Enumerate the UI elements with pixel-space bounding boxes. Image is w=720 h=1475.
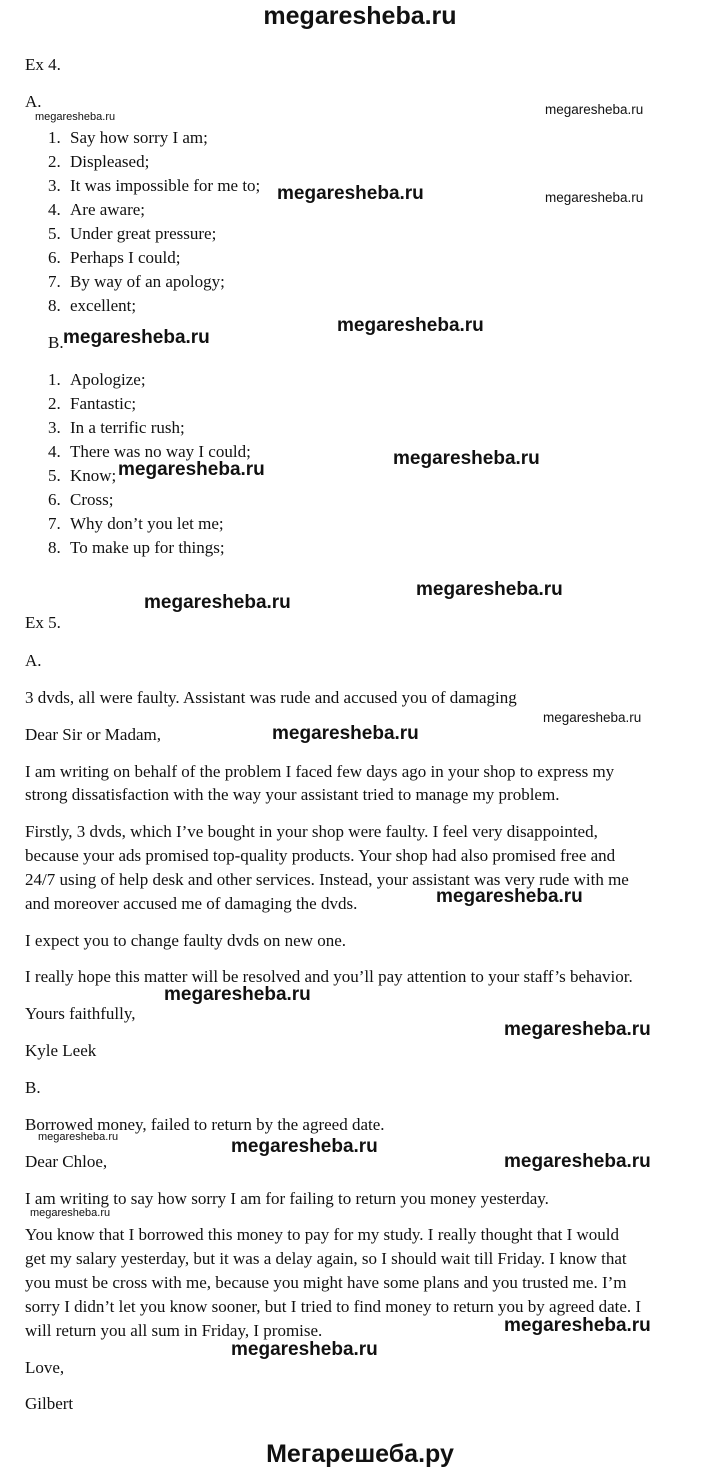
list-item: 5. Under great pressure; [48,224,217,243]
ex5-title: Ex 5. [25,613,61,632]
letter-a-p1-line: I am writing on behalf of the problem I faced few days ago in your shop to express my [25,762,615,781]
ex4-title: Ex 4. [25,55,61,74]
letter-a-p2-line: because your ads promised top-quality products. Your shop had also promised free and [25,846,616,865]
letter-b-p2-line: get my salary yesterday, but it was a delay again, so I should wait till Friday. I know that [25,1249,627,1268]
watermark: megaresheba.ru [504,1151,651,1172]
letter-b-p2-line: You know that I borrowed this money to pay for my study. I really thought that I would [25,1225,619,1244]
letter-b-p1: I am writing to say how sorry I am for failing to return you money yesterday. [25,1189,549,1208]
ex4-part-a-label: A. [25,92,42,111]
watermark: megaresheba.ru [35,111,116,123]
list-item: 5. Know; [48,466,117,485]
letter-b-signature: Gilbert [25,1394,74,1413]
list-item: 4. There was no way I could; [48,442,251,461]
watermark: megaresheba.ru [543,710,642,725]
letter-b-p2-line: sorry I didn’t let you know sooner, but I tried to find money to return you by agreed date. I [25,1297,642,1316]
watermark: megaresheba.ru [337,315,484,336]
list-item: 3. In a terrific rush; [48,418,185,437]
list-item: 1. Apologize; [48,370,146,389]
list-item: 8. excellent; [48,296,137,315]
list-item: 7. By way of an apology; [48,272,225,291]
list-item: 3. It was impossible for me to; [48,176,261,195]
list-item: 2. Displeased; [48,152,150,171]
watermark: megaresheba.ru [231,1339,378,1360]
list-item: 6. Perhaps I could; [48,248,181,267]
watermark: megaresheba.ru [30,1207,111,1219]
letter-a-p2-line: Firstly, 3 dvds, which I’ve bought in your shop were faulty. I feel very disappointed, [25,822,598,841]
letter-a-p2-line: and moreover accused me of damaging the dvds. [25,894,358,913]
watermark: megaresheba.ru [272,723,419,744]
letter-a-closing: Yours faithfully, [25,1004,136,1023]
watermark: megaresheba.ru [504,1315,651,1336]
watermark: megaresheba.ru [231,1136,378,1157]
letter-b-p2-line: you must be cross with me, because you might have some plans and you trusted me. I’m [25,1273,627,1292]
ex4-part-b-label: B. [48,333,64,352]
letter-b-closing: Love, [25,1358,65,1377]
list-item: 4. Are aware; [48,200,146,219]
ex5-part-a-label: A. [25,651,42,670]
watermark: megaresheba.ru [504,1019,651,1040]
watermark: megaresheba.ru [144,592,291,613]
letter-a-p3: I expect you to change faulty dvds on new one. [25,931,347,950]
ex4-part-a-list [48,126,260,318]
list-item: 8. To make up for things; [48,538,225,557]
letter-a-signature: Kyle Leek [25,1041,97,1060]
watermark: megaresheba.ru [545,190,644,205]
letter-a-greeting: Dear Sir or Madam, [25,725,161,744]
ex5-part-a-prompt: 3 dvds, all were faulty. Assistant was rude and accused you of damaging [25,688,517,707]
list-item: 1. Say how sorry I am; [48,128,208,147]
site-header: megaresheba.ru [263,2,457,30]
watermark: megaresheba.ru [393,448,540,469]
list-item: 6. Cross; [48,490,114,509]
watermark: megaresheba.ru [63,327,210,348]
ex5-part-b-prompt: Borrowed money, failed to return by the agreed date. [25,1115,385,1134]
watermark: megaresheba.ru [118,459,265,480]
watermark: megaresheba.ru [277,183,424,204]
watermark: megaresheba.ru [416,579,563,600]
letter-a-p4: I really hope this matter will be resolved and you’ll pay attention to your staff’s behavior. [25,967,633,986]
site-footer: Мегарешеба.ру [266,1440,454,1468]
watermark: megaresheba.ru [38,1131,119,1143]
letter-b-p2-line: will return you all sum in Friday, I promise. [25,1321,323,1340]
letter-a-p2-line: 24/7 using of help desk and other services. Instead, your assistant was very rude with me [25,870,629,889]
ex5-part-b-label: B. [25,1078,41,1097]
list-item: 2. Fantastic; [48,394,137,413]
letter-a-p1-line: strong dissatisfaction with the way your assistant tried to manage my problem. [25,785,560,804]
watermark: megaresheba.ru [436,886,583,907]
letter-b-greeting: Dear Chloe, [25,1152,108,1171]
list-item: 7. Why don’t you let me; [48,514,224,533]
watermark: megaresheba.ru [545,102,644,117]
watermark: megaresheba.ru [164,984,311,1005]
